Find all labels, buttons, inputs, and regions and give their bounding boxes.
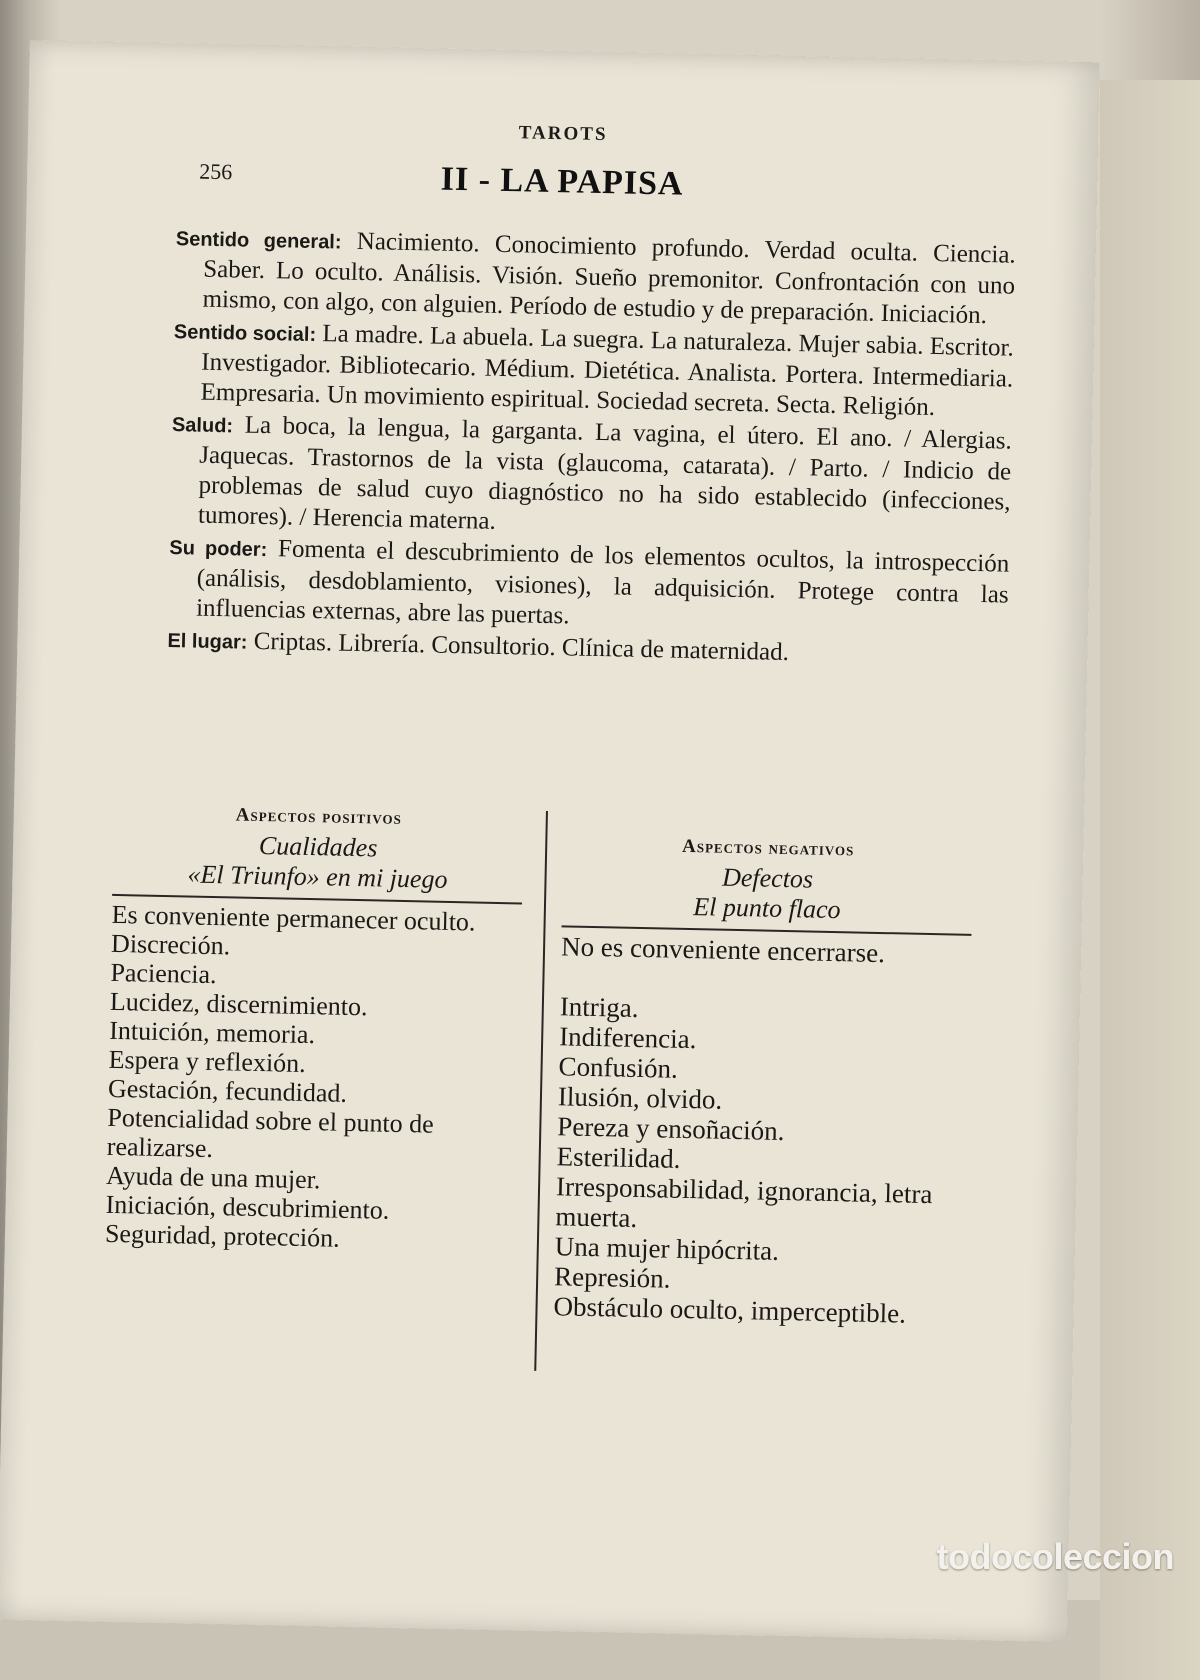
positive-subtitle: Cualidades — [258, 830, 378, 863]
list-item: Ayuda de una mujer. — [105, 1160, 321, 1195]
negative-subtitle-2: El punto flaco — [693, 892, 841, 925]
negative-subtitle: Defectos — [721, 862, 814, 894]
list-item: Lucidez, discernimiento. — [109, 986, 368, 1022]
negative-title: Aspectos negativos — [681, 835, 855, 861]
list-item: Obstáculo oculto, imperceptible. — [553, 1291, 907, 1329]
list-item: Irresponsabilidad, ignorancia, letra muerta. — [555, 1171, 933, 1233]
positive-subtitle-2: «El Triunfo» en mi juego — [187, 859, 448, 894]
positive-column — [105, 802, 524, 1256]
section-text: Nacimiento. Conocimiento profundo. Verdad oculta. Ciencia. Saber. Lo oculto. Análisis. Visión. Sueño premonitor. Confrontación con uno mismo, con algo, con alguien. Período de estudio y de preparación. Iniciación. — [202, 227, 1016, 330]
list-item: No es conveniente encerrarse. — [560, 931, 886, 969]
list-item: Iniciación, descubrimiento. — [105, 1189, 390, 1225]
section-label: Sentido social: — [173, 321, 317, 347]
list-item: Esterilidad. — [556, 1141, 681, 1174]
list-item: Es conveniente permanecer oculto. — [111, 899, 476, 937]
chapter-title: II - LA PAPISA — [440, 160, 684, 203]
book-page — [0, 40, 1100, 1642]
list-item: Indiferencia. — [558, 1021, 697, 1055]
list-item: Intuición, memoria. — [108, 1015, 316, 1050]
section-label: Sentido general: — [175, 228, 342, 254]
section-text: La boca, la lengua, la garganta. La vagina, el útero. El ano. / Alergias. Jaquecas. Trastornos de la vista (glaucoma, catarata). / Parto. / Indicio de problemas de salud cuyo diagnóstico no ha sido establecido (infecciones, tumores). / Herencia materna. — [197, 411, 1013, 535]
list-item: Confusión. — [558, 1051, 679, 1084]
watermark-logo: todocoleccion — [936, 1536, 1174, 1577]
list-item: Represión. — [553, 1261, 671, 1294]
section-text: Criptas. Librería. Consultorio. Clínica de maternidad. — [253, 627, 790, 667]
list-item: Ilusión, olvido. — [557, 1081, 723, 1115]
section-label: El lugar: — [167, 630, 248, 654]
list-item: Paciencia. — [110, 957, 217, 990]
negative-column — [553, 833, 973, 1329]
page-number: 256 — [199, 158, 233, 185]
positive-title: Aspectos positivos — [235, 804, 403, 829]
section-general — [174, 223, 1016, 332]
positive-header — [112, 802, 524, 897]
next-page-edge — [1100, 80, 1200, 1680]
section-social — [172, 316, 1014, 425]
negative-header — [562, 833, 974, 928]
negative-list — [553, 931, 971, 1330]
meaning-sections — [167, 223, 1016, 675]
list-item: Intriga. — [559, 991, 639, 1023]
section-text: Fomenta el descubrimiento de los elementos ocultos, la introspección (análisis, desdoblamiento, visiones), la adquisición. Protege contra las influencias externas, abre las puertas. — [195, 535, 1010, 630]
section-health — [170, 409, 1012, 548]
section-text: La madre. La abuela. La suegra. La naturaleza. Mujer sabia. Escritor. Investigador. Bibliotecario. Médium. Dietética. Analista. Portera. Intermediaria. Empresaria. Un movimiento espiritual. Sociedad secreta. Secta. Religión. — [200, 320, 1015, 422]
column-divider — [534, 811, 548, 1371]
running-head: TAROTS — [518, 122, 608, 146]
section-label: Su poder: — [169, 537, 268, 562]
aspects-table — [101, 802, 1014, 1441]
list-item: Una mujer hipócrita. — [554, 1231, 780, 1266]
section-label: Salud: — [171, 414, 234, 438]
list-item: Discreción. — [110, 928, 231, 961]
list-item: Gestación, fecundidad. — [107, 1073, 348, 1108]
list-item: Espera y reflexión. — [108, 1044, 307, 1078]
positive-list — [105, 900, 522, 1257]
list-item: Potencialidad sobre el punto de realizarse. — [106, 1102, 435, 1164]
list-item: Pereza y ensoñación. — [557, 1111, 785, 1147]
list-item: Seguridad, protección. — [104, 1218, 340, 1253]
section-power — [168, 532, 1010, 641]
